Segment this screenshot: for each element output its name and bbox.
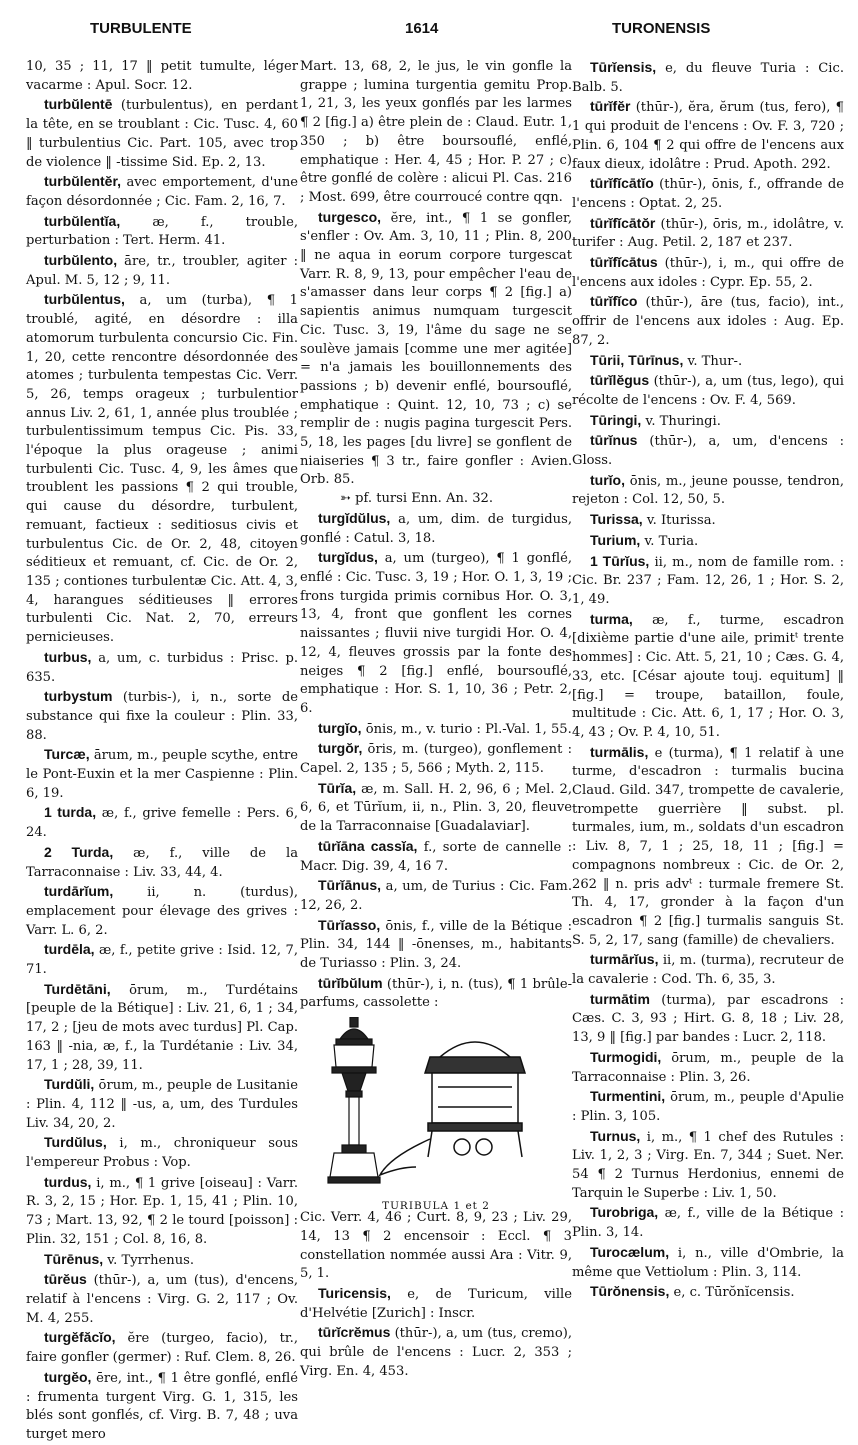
entry-text: æ, f., petite grive : Isid. 12, 7, 71. [26, 943, 298, 978]
entry-text: (thūr-), a, um (tus, lego), qui récolte de l'encens : Ov. F. 4, 569. [572, 374, 844, 408]
entry-text: (turbulentus), en perdant la tête, en se troublant : Cic. Tusc. 4, 60 ‖ turbulentius Cic. Part. 105, avec trop de violence ‖ -tissime Sid. Ep. 2, 13. [26, 98, 298, 170]
dictionary-entry [572, 1127, 844, 1204]
entry-headword: Tūringi, [590, 411, 642, 428]
entry-text: ➳ pf. tursi Enn. An. 32. [340, 491, 494, 507]
entry-headword: tūrĭfĭco [590, 293, 638, 310]
entry-text: (turma), par escadrons : Cæs. C. 3, 93 ; Hirt. G. 8, 18 ; Liv. 28, 13, 9 ‖ [fig.] par bandes : Lucr. 2, 118. [572, 992, 844, 1046]
entry-headword: tūrĭnus [590, 432, 638, 449]
dictionary-entry [572, 292, 844, 350]
entry-text: f., sorte de cannelle : Macr. Dig. 39, 4, 16 7. [300, 839, 572, 874]
dictionary-entry [26, 212, 298, 251]
entry-text: æ, f., turme, escadron [dixième partie d'une aile, primitᵗ trente hommes] : Cic. Att. 5, 21, 10 ; Cæs. G. 4, 33, etc. [César ajoute touj. equitum] ‖ [fig.] = troupe, bataillon, foule, multitude : Cic. Att. 6, 1, 17 ; Hor. O. 3, 4, 43 ; Ov. P. 4, 10, 51. [572, 612, 844, 740]
entry-text: (thūr-), āre (tus, facio), int., offrir de l'encens aux idoles : Aug. Ep. 87, 2. [572, 295, 844, 348]
entry-text: ōnis, f., ville de la Bétique : Plin. 34, 144 ‖ -ōnenses, m., habitants de Turiasso : Plin. 3, 24. [300, 918, 572, 972]
dictionary-entry [572, 1203, 844, 1242]
dictionary-entry [572, 58, 844, 97]
entry-headword: Tūrĭensis, [590, 59, 657, 75]
entry-text: (thūr-), ōris, m., idolâtre, v. turifer : Aug. Petil. 2, 187 et 237. [572, 216, 844, 251]
entry-headword: turbŭlentĭa, [44, 212, 121, 229]
entry-text: Mart. 13, 68, 2, le jus, le vin gonfle la grappe ; lumina turgentia gemitu Prop. 1, 21, 3, les yeux gonflés par les larmes ¶ 2 [fig.] a) être plein de : Claud. Eutr. 1, 350 ; b) être boursouflé, enflé, emphatique : Her. 4, 45 ; Hor. P. 27 ; c) être gonflé de colère : alicui Pl. Cas. 216 ; Most. 699, être courroucé contre qqn. [300, 59, 572, 205]
entry-text: ārum, m., peuple scythe, entre le Pont-Euxin et la mer Caspienne : Plin. 6, 19. [26, 748, 298, 801]
entry-headword: turbus, [44, 648, 92, 665]
dictionary-entry [572, 990, 844, 1048]
entry-headword: tūrĭbŭlum [318, 974, 383, 991]
entry-text: ōrum, m., peuple d'Apulie : Plin. 3, 105. [572, 1090, 844, 1124]
dictionary-entry [572, 1243, 844, 1282]
entry-headword: Tūrēnus, [44, 1250, 104, 1267]
entry-headword: 2 Turda, [44, 843, 114, 860]
entry-text: ii, n. (turdus), emplacement pour élevage des grives : Varr. L. 6, 2. [26, 885, 298, 938]
dictionary-entry [26, 648, 298, 687]
page-number: 1614 [405, 20, 439, 37]
entry-headword: Turicensis, [318, 1284, 391, 1301]
entry-text: a, um (turgeo), ¶ 1 gonflé, enflé : Cic. Tusc. 3, 19 ; Hor. O. 1, 3, 19 ; frons turgida primis cornibus Hor. O. 3, 13, 4, front que gonflent les cornes naissantes ; fluvii nive turgidi Hor. O. 4, 12, 4, fleuves grossis par la fonte des neiges ¶ 2 [fig.] enflé, boursouflé, emphatique : Hor. S. 1, 10, 36 ; Petr. 2, 6. [300, 551, 572, 716]
running-head-right: TURONENSIS [612, 20, 711, 37]
dictionary-entry [572, 174, 844, 213]
dictionary-entry [300, 779, 572, 837]
dictionary-entry [572, 411, 844, 432]
dictionary-entry [572, 1048, 844, 1087]
dictionary-entry [300, 509, 572, 548]
entry-headword: Turissa, [590, 511, 643, 528]
column-3 [572, 58, 844, 1303]
dictionary-entry [572, 610, 844, 743]
entry-text: (thūr-), i, n. (tus), ¶ 1 brûle-parfums, cassolette : [300, 976, 572, 1011]
entry-text: (thūr-), i, m., qui offre de l'encens aux idoles : Cypr. Ep. 55, 2. [572, 256, 844, 290]
dictionary-entry [26, 58, 298, 95]
entry-headword: tūrĭfĭcātus [590, 254, 658, 271]
dictionary-entry [26, 251, 298, 290]
dictionary-entry [26, 843, 298, 882]
entry-text: a, um, dim. de turgidus, gonflé : Catul. 3, 18. [300, 511, 572, 546]
entry-headword: turgĭdus, [318, 549, 378, 566]
entry-headword: turĭo, [590, 471, 625, 488]
entry-text: ii, m., nom de famille rom. : Cic. Br. 237 ; Fam. 12, 26, 1 ; Hor. S. 2, 1, 49. [572, 554, 844, 607]
entry-headword: turbŭlentus, [44, 291, 125, 308]
entry-headword: Turdētāni, [44, 980, 111, 997]
entry-text: e, du fleuve Turia : Cic. Balb. 5. [572, 61, 844, 95]
figure-caption: TURIBULA 1 et 2 [382, 1200, 490, 1213]
entry-text: ĕre (turgeo, facio), tr., faire gonfler (germer) : Ruf. Clem. 8, 26. [26, 1331, 298, 1366]
dictionary-entry [26, 803, 298, 842]
entry-headword: Tūrŏnensis, [590, 1283, 670, 1300]
entry-text: ii, m. (turma), recruteur de la cavalerie : Cod. Th. 6, 35, 3. [572, 953, 844, 988]
entry-headword: Turdŭli, [44, 1076, 95, 1093]
dictionary-entry [300, 974, 572, 1013]
entry-headword: turma, [590, 610, 633, 627]
dictionary-entry [26, 1368, 298, 1445]
entry-text: i, n., ville d'Ombrie, la même que Vettiolum : Plin. 3, 114. [572, 1245, 844, 1280]
dictionary-entry [300, 58, 572, 208]
entry-text: a, um, de Turius : Cic. Fam. 12, 26, 2. [300, 879, 572, 913]
entry-text: ōris, m. (turgeo), gonflement : Capel. 2, 135 ; 5, 566 ; Myth. 2, 115. [300, 742, 572, 777]
entry-headword: turdēla, [44, 941, 95, 958]
dictionary-entry [572, 214, 844, 253]
entry-headword: turbystum [44, 688, 113, 705]
entry-headword: tūrĭfĕr [590, 98, 631, 115]
entry-text: (turbis-), i, n., sorte de substance qui fixe la couleur : Plin. 33, 88. [26, 690, 298, 743]
entry-headword: tūrĭfĭcātŏr [590, 214, 656, 231]
entry-text: a, um (turba), ¶ 1 troublé, agité, en désordre : illa atomorum turbulenta concursio Cic. Fin. 1, 20, cette rencontre désordonnée des atomes ; turbulenta tempestas Cic. Verr. 5, 26, temps orageux ; turbulentior annus Liv. 2, 61, 1, année plus troublée ; turbulentissimum tempus Cic. Pis. 33, l'époque la plus orageuse ; animi turbulenti Cic. Tusc. 4, 9, les âmes que troublent les passions ¶ 2 qui trouble, qui cause du désordre, turbulent, remuant, factieux : seditiosus civis et turbulentus Cic. de Or. 2, 48, citoyen séditieux et remuant, cf. Cic. de Or. 2, 135 ; contiones turbulentæ Cic. Att. 4, 3, 4, harangues séditieuses ‖ errores turbulenti Cic. Nat. 2, 70, erreurs pernicieuses. [26, 293, 298, 646]
column-2 [300, 58, 572, 1381]
entry-headword: tūrĭlĕgus [590, 372, 650, 389]
entry-text: (thūr-), ōnis, f., offrande de l'encens : Optat. 2, 25. [572, 177, 844, 211]
dictionary-entry [26, 980, 298, 1076]
entry-headword: turgĕo, [44, 1368, 92, 1385]
entry-headword: turbŭlentĕr, [44, 173, 122, 190]
entry-headword: turmārĭus, [590, 951, 659, 968]
entry-headword: Turocælum, [590, 1243, 670, 1260]
entry-text: e, c. Tūrŏnĭcensis. [669, 1285, 795, 1301]
entry-text: ōrum, m., peuple de Lusitanie : Plin. 4, 112 ‖ -us, a, um, des Turdules Liv. 34, 20, 2. [26, 1078, 298, 1131]
entry-headword: tūrĭāna cassĭa, [318, 837, 418, 854]
dictionary-entry [26, 940, 298, 979]
entry-headword: Turobriga, [590, 1204, 659, 1221]
entry-headword: turdārĭum, [44, 883, 114, 900]
entry-text: ōrum, m., peuple de la Tarraconnaise : Plin. 3, 26. [572, 1050, 844, 1085]
dictionary-entry [300, 916, 572, 974]
entry-headword: tūrĭfĭcātĭo [590, 175, 654, 192]
entry-text: avec emportement, d'une façon désordonnée ; Cic. Fam. 2, 16, 7. [26, 175, 298, 209]
entry-headword: turgĕfăcĭo, [44, 1329, 116, 1346]
entry-headword: 1 turda, [44, 804, 97, 821]
entry-text: Cic. Verr. 4, 46 ; Curt. 8, 9, 23 ; Liv. 29, 14, 13 ¶ 2 encensoir : Eccl. ¶ 3 constellation nommée aussi Ara : Vitr. 9, 5, 1. [300, 1210, 572, 1282]
dictionary-entry [26, 1173, 298, 1250]
dictionary-entry [572, 351, 844, 372]
dictionary-entry [572, 253, 844, 292]
dictionary-entry [572, 371, 844, 410]
dictionary-entry [26, 1250, 298, 1271]
entry-text: ĕre, int., ¶ 1 se gonfler, s'enfler : Ov. Am. 3, 10, 11 ; Plin. 8, 200 ‖ ne aqua in eorum corpore turgescat Varr. R. 8, 9, 13, pour empêcher l'eau de s'amasser dans leur corps ¶ 2 [fig.] a) sapientis animus numquam turgescit Cic. Tusc. 3, 19, l'âme du sage ne se soulève jamais [comme une mer agitée] = n'a jamais les bouillonnements des passions ; b) devenir enflé, boursouflé, emphatique : Quint. 12, 10, 73 ; c) se remplir de : nugis pagina turgescit Pers. 5, 18, les pages [du livre] se gonflent de niaiseries ¶ 3 tr., faire gonfler : Avien. Orb. 85. [300, 210, 572, 488]
entry-headword: turmātim [590, 990, 650, 1007]
entry-headword: Turium, [590, 531, 641, 548]
dictionary-entry [572, 531, 844, 552]
dictionary-entry [26, 687, 298, 745]
dictionary-entry [26, 1270, 298, 1328]
entry-text: v. Iturissa. [642, 513, 716, 529]
entry-headword: turbŭlento, [44, 252, 118, 269]
entry-text: æ, f., grive femelle : Pers. 6, 24. [26, 806, 298, 841]
dictionary-entry [572, 431, 844, 470]
dictionary-entry [572, 1282, 844, 1303]
entry-text: æ, f., trouble, perturbation : Tert. Herm. 41. [26, 214, 298, 249]
entry-text: v. Turia. [640, 533, 699, 549]
entry-headword: Tūrĭa, [318, 779, 357, 796]
dictionary-entry [300, 208, 572, 491]
entry-text: (thūr-), a, um (tus, cremo), qui brûle de l'encens : Lucr. 2, 353 ; Virg. En. 4, 453. [300, 1326, 572, 1379]
entry-text: v. Tyrrhenus. [103, 1252, 195, 1268]
entry-text: (thūr-), a, um (tus), d'encens, relatif à l'encens : Virg. G. 2, 117 ; Ov. M. 4, 255. [26, 1273, 298, 1326]
entry-headword: 1 Tūrĭus, [590, 552, 650, 569]
entry-text: (thūr-), a, um, d'encens : Gloss. [572, 434, 844, 469]
entry-headword: turgĭdŭlus, [318, 509, 391, 526]
dictionary-entry [572, 552, 844, 610]
dictionary-entry [26, 745, 298, 803]
turibula-figure [300, 1017, 572, 1213]
entry-headword: turgŏr, [318, 740, 363, 757]
entry-headword: turbŭlentē [44, 96, 113, 113]
entry-text: e (turma), ¶ 1 relatif à une turme, d'escadron : turmalis bucina Claud. Gild. 347, trompette de cavalerie, trompette guerrière ‖ subst. pl. turmales, ium, m., soldats d'un escadron : Liv. 8, 7, 1 ; 25, 18, 11 ; [fig.] = compagnons nombreux : Cic. de Or. 2, 262 ‖ n. pris advᵗ : turmale fremere St. Th. 4, 17, gronder à la façon d'un escadron ¶ 2 [fig.] turmalis sanguis St. S. 5, 2, 17, sang (famille) de chevaliers. [572, 745, 844, 948]
dictionary-entry [300, 1323, 572, 1381]
dictionary-entry [300, 1284, 572, 1323]
entry-text: æ, m. Sall. H. 2, 96, 6 ; Mel. 2, 6, 6, et Tūrĭum, ii, n., Plin. 3, 20, fleuve de la Tarraconnaise [Guadalaviar]. [300, 781, 572, 835]
entry-headword: Tūrĭānus, [318, 877, 382, 894]
entry-headword: Turmentini, [590, 1088, 666, 1105]
entry-headword: Turmogidi, [590, 1048, 662, 1065]
entry-text: i, m., chroniqueur sous l'empereur Probus : Vop. [26, 1136, 298, 1171]
dictionary-entry [300, 548, 572, 718]
entry-text: ōnis, m., v. turio : Pl.-Val. 1, 55. [361, 721, 572, 737]
dictionary-entry [572, 950, 844, 989]
dictionary-entry [300, 837, 572, 876]
entry-text: a, um, c. turbidus : Prisc. p. 635. [26, 650, 298, 685]
entry-text: ōnis, m., jeune pousse, tendron, rejeton : Col. 12, 50, 5. [572, 473, 844, 508]
entry-headword: tūrĕus [44, 1271, 87, 1288]
entry-headword: tūrĭcrĕmus [318, 1324, 391, 1341]
dictionary-entry [572, 97, 844, 174]
dictionary-entry [26, 1133, 298, 1172]
dictionary-entry [572, 1087, 844, 1126]
turibula-illustration [320, 1017, 560, 1192]
dictionary-entry [26, 882, 298, 940]
dictionary-entry [300, 490, 572, 509]
dictionary-entry [300, 876, 572, 915]
dictionary-entry [26, 172, 298, 211]
dictionary-entry [300, 719, 572, 740]
dictionary-entry [300, 739, 572, 778]
entry-headword: turdus, [44, 1173, 92, 1190]
entry-headword: Tūrii, Tūrīnus, [590, 351, 684, 368]
entry-text: ōrum, m., Turdétains [peuple de la Bétique] : Liv. 21, 6, 1 ; 34, 17, 2 ; [jeu de mots avec turdus] Pl. Cap. 163 ‖ -nia, æ, f., la Turdétanie : Liv. 34, 17, 1 ; 28, 39, 11. [26, 982, 298, 1073]
entry-headword: turgĭo, [318, 719, 362, 736]
entry-headword: turmālis, [590, 743, 649, 760]
page-header [0, 20, 858, 46]
entry-headword: Tūrĭasso, [318, 916, 381, 933]
entry-headword: Turdŭlus, [44, 1134, 107, 1151]
entry-text: (thūr-), ĕra, ĕrum (tus, fero), ¶ 1 qui produit de l'encens : Ov. F. 3, 720 ; Plin. 6, 104 ¶ 2 qui offre de l'encens aux faux dieux, idolâtre : Prud. Apoth. 292. [572, 100, 844, 172]
entry-headword: Turnus, [590, 1127, 641, 1144]
entry-text: i, m., ¶ 1 grive [oiseau] : Varr. R. 3, 2, 15 ; Hor. Ep. 1, 15, 41 ; Plin. 10, 73 ; Mart. 13, 92, ¶ 2 le tourd [poisson] : Plin. 32, 151 ; Col. 8, 16, 8. [26, 1175, 298, 1247]
dictionary-entry [572, 743, 844, 951]
entry-text: āre, tr., troubler, agiter : Apul. M. 5, 12 ; 9, 11. [26, 254, 298, 288]
entry-text: i, m., ¶ 1 chef des Rutules : Liv. 1, 2, 3 ; Virg. En. 7, 344 ; Suet. Ner. 54 ¶ 2 Turnus Herdonius, ennemi de Tarquin le Superbe : Liv. 1, 50. [572, 1129, 844, 1201]
dictionary-entry [26, 1075, 298, 1133]
running-head-left: TURBULENTE [90, 20, 192, 37]
dictionary-entry [572, 510, 844, 531]
column-1 [26, 58, 298, 1445]
entry-headword: Turcæ, [44, 746, 90, 763]
dictionary-entry [26, 290, 298, 647]
dictionary-entry [300, 1209, 572, 1284]
entry-text: v. Thuringi. [641, 413, 721, 429]
dictionary-entry [572, 471, 844, 510]
dictionary-entry [26, 95, 298, 172]
entry-text: æ, f., ville de la Tarraconnaise : Liv. 33, 44, 4. [26, 845, 298, 880]
entry-text: 10, 35 ; 11, 17 ‖ petit tumulte, léger vacarme : Apul. Socr. 12. [26, 59, 298, 93]
entry-text: e, de Turicum, ville d'Helvétie [Zurich] : Inscr. [300, 1286, 572, 1321]
entry-text: æ, f., ville de la Bétique : Plin. 3, 14. [572, 1206, 844, 1241]
entry-text: v. Thur-. [683, 353, 743, 369]
entry-headword: turgesco, [318, 208, 382, 225]
entry-text: ēre, int., ¶ 1 être gonflé, enflé : frumenta turgent Virg. G. 1, 315, les blés sont gonflés, cf. Virg. B. 7, 48 ; uva turget mero [26, 1370, 298, 1442]
